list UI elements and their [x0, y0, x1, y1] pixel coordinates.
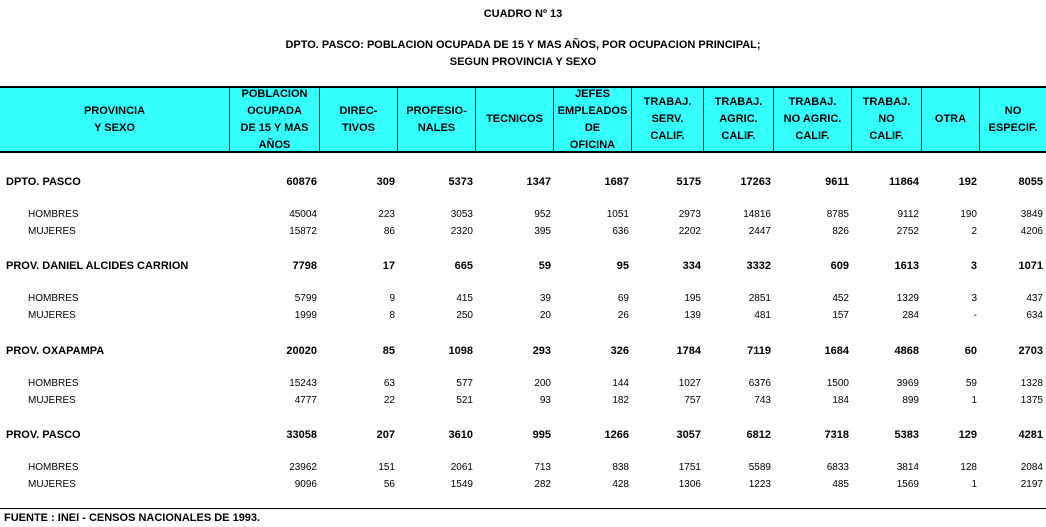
table-cell: 2061 [450, 462, 473, 473]
table-cell: 1999 [294, 310, 317, 321]
row-label: HOMBRES [28, 378, 79, 389]
table-cell: 59 [538, 260, 551, 272]
table-cell: 192 [958, 176, 977, 188]
table-cell: 1347 [526, 176, 551, 188]
table-cell: 15872 [289, 226, 317, 237]
table-row [0, 427, 1046, 443]
table-cell: 395 [534, 226, 551, 237]
table-row [0, 224, 1046, 240]
table-cell: 2197 [1020, 479, 1043, 490]
table-cell: 1071 [1018, 260, 1043, 272]
table-cell: 45004 [289, 209, 317, 220]
column-header-11: NO ESPECIF. [988, 104, 1038, 134]
table-cell: 636 [612, 226, 629, 237]
row-label: MUJERES [28, 395, 76, 406]
table-cell: 9611 [825, 176, 849, 188]
table-cell: 3053 [450, 209, 473, 220]
table-cell: 11864 [889, 176, 919, 188]
table-cell: 2703 [1018, 345, 1043, 357]
table-cell: 521 [456, 395, 473, 406]
table-cell: 5175 [676, 176, 701, 188]
column-header-2: DIREC- TIVOS [320, 88, 398, 151]
row-label: HOMBRES [28, 209, 79, 220]
table-cell: 23962 [289, 462, 317, 473]
table-cell: 86 [383, 226, 395, 237]
table-cell: 2851 [748, 293, 771, 304]
table-cell: 481 [754, 310, 771, 321]
table-cell: 17263 [740, 176, 771, 188]
table-cell: 14816 [743, 209, 771, 220]
table-cell: 15243 [289, 378, 317, 389]
table-cell: 139 [684, 310, 701, 321]
column-header-7: TRABAJ. AGRIC. CALIF. [704, 88, 774, 151]
table-cell: 2 [971, 226, 977, 237]
table-cell: 1549 [450, 479, 473, 490]
table-cell: 293 [532, 345, 551, 357]
table-cell: 39 [539, 293, 551, 304]
table-cell: 20 [539, 310, 551, 321]
table-cell: 223 [378, 209, 395, 220]
row-label: PROV. OXAPAMPA [6, 345, 105, 357]
table-cell: 8055 [1018, 176, 1043, 188]
table-cell: 22 [383, 395, 395, 406]
footer-divider [0, 508, 1046, 509]
table-cell: 128 [960, 462, 977, 473]
table-cell: 184 [832, 395, 849, 406]
table-cell: 1329 [896, 293, 919, 304]
table-cell: 85 [382, 345, 395, 357]
table-cell: 1 [971, 479, 977, 490]
table-cell: 743 [754, 395, 771, 406]
table-cell: 3610 [448, 429, 473, 441]
table-cell: 3 [970, 260, 977, 272]
table-cell: 95 [616, 260, 629, 272]
table-cell: 1751 [678, 462, 701, 473]
table-cell: 952 [534, 209, 551, 220]
table-cell: 2320 [450, 226, 473, 237]
table-cell: 4777 [294, 395, 317, 406]
table-cell: 609 [830, 260, 849, 272]
row-label: PROV. PASCO [6, 429, 81, 441]
row-label: MUJERES [28, 479, 76, 490]
table-cell: 577 [456, 378, 473, 389]
table-cell: 3814 [896, 462, 919, 473]
source-note: FUENTE : INEI - CENSOS NACIONALES DE 1993. [4, 512, 261, 524]
table-cell: 144 [612, 378, 629, 389]
table-cell: 415 [456, 293, 473, 304]
table-row [0, 308, 1046, 324]
table-cell: 200 [534, 378, 551, 389]
table-cell: 665 [454, 260, 473, 272]
table-cell: 63 [383, 378, 395, 389]
table-cell: 334 [682, 260, 701, 272]
table-cell: 485 [832, 479, 849, 490]
table-cell: 757 [684, 395, 701, 406]
table-cell: 59 [965, 378, 977, 389]
table-cell: 899 [902, 395, 919, 406]
table-cell: 1500 [826, 378, 849, 389]
table-cell: 1223 [748, 479, 771, 490]
table-cell: 826 [832, 226, 849, 237]
table-cell: 20020 [286, 345, 317, 357]
column-header-6: TRABAJ. SERV. CALIF. [632, 88, 704, 151]
row-label: HOMBRES [28, 293, 79, 304]
row-label: MUJERES [28, 310, 76, 321]
table-cell: 3057 [676, 429, 701, 441]
table-cell: 195 [684, 293, 701, 304]
column-header-9: TRABAJ. NO CALIF. [852, 88, 922, 151]
row-label: DPTO. PASCO [6, 176, 81, 188]
table-cell: - [973, 310, 977, 321]
table-cell: 2202 [678, 226, 701, 237]
table-cell: 151 [378, 462, 395, 473]
table-cell: 60876 [286, 176, 317, 188]
row-label: PROV. DANIEL ALCIDES CARRION [6, 260, 189, 272]
column-header-1: POBLACION OCUPADA DE 15 Y MAS AÑOS [230, 88, 320, 151]
table-cell: 634 [1026, 310, 1043, 321]
table-cell: 284 [902, 310, 919, 321]
table-cell: 1328 [1020, 378, 1043, 389]
table-cell: 207 [376, 429, 395, 441]
table-cell: 182 [612, 395, 629, 406]
table-cell: 4868 [894, 345, 919, 357]
table-cell: 1784 [676, 345, 701, 357]
table-cell: 838 [612, 462, 629, 473]
table-cell: 129 [958, 429, 977, 441]
table-row [0, 291, 1046, 307]
table-cell: 995 [532, 429, 551, 441]
row-label: MUJERES [28, 226, 76, 237]
table-row [0, 376, 1046, 392]
column-header-8: TRABAJ. NO AGRIC. CALIF. [774, 88, 852, 151]
table-cell: 1051 [606, 209, 629, 220]
table-cell: 157 [832, 310, 849, 321]
table-cell: 8785 [826, 209, 849, 220]
table-cell: 1266 [604, 429, 629, 441]
column-header-3: PROFESIO- NALES [398, 88, 476, 151]
table-cell: 26 [617, 310, 629, 321]
table-cell: 2447 [748, 226, 771, 237]
table-cell: 60 [964, 345, 977, 357]
table-cell: 7119 [747, 345, 771, 357]
row-label: HOMBRES [28, 462, 79, 473]
table-cell: 9096 [294, 479, 317, 490]
table-cell: 1613 [894, 260, 919, 272]
table-row [0, 393, 1046, 409]
table-cell: 3969 [896, 378, 919, 389]
table-cell: 428 [612, 479, 629, 490]
table-row [0, 258, 1046, 274]
table-cell: 69 [617, 293, 629, 304]
column-header-0: PROVINCIA Y SEXO [0, 88, 230, 151]
table-cell: 282 [534, 479, 551, 490]
table-title: CUADRO Nº 13 [483, 8, 563, 20]
table-cell: 1375 [1020, 395, 1043, 406]
table-cell: 3849 [1020, 209, 1043, 220]
table-cell: 1687 [604, 176, 629, 188]
table-cell: 5799 [294, 293, 317, 304]
table-header [0, 86, 1046, 153]
table-cell: 1569 [896, 479, 919, 490]
table-cell: 33058 [286, 429, 317, 441]
table-cell: 5373 [448, 176, 473, 188]
table-row [0, 460, 1046, 476]
table-cell: 7318 [824, 429, 849, 441]
table-cell: 2752 [896, 226, 919, 237]
table-subtitle-line1: DPTO. PASCO: POBLACION OCUPADA DE 15 Y MAS AÑOS, POR OCUPACION PRINCIPAL; [285, 39, 761, 51]
table-cell: 713 [534, 462, 551, 473]
table-cell: 326 [610, 345, 629, 357]
table-cell: 8 [389, 310, 395, 321]
table-cell: 6376 [748, 378, 771, 389]
table-cell: 190 [960, 209, 977, 220]
table-row [0, 207, 1046, 223]
table-cell: 4281 [1018, 429, 1043, 441]
table-cell: 1684 [824, 345, 849, 357]
table-cell: 3 [971, 293, 977, 304]
table-row [0, 477, 1046, 493]
column-header-4: TECNICOS [476, 88, 554, 151]
table-cell: 1098 [448, 345, 473, 357]
table-cell: 5383 [894, 429, 919, 441]
table-cell: 5589 [748, 462, 771, 473]
column-header-5: JEFES EMPLEADOS DE OFICINA [554, 88, 632, 151]
table-cell: 93 [539, 395, 551, 406]
table-cell: 9 [389, 293, 395, 304]
table-cell: 6833 [826, 462, 849, 473]
table-cell: 9112 [897, 209, 919, 220]
table-subtitle-line2: SEGUN PROVINCIA Y SEXO [449, 56, 597, 68]
table-row [0, 174, 1046, 190]
table-cell: 452 [832, 293, 849, 304]
table-cell: 1306 [678, 479, 701, 490]
table-cell: 309 [376, 176, 395, 188]
table-row [0, 343, 1046, 359]
table-cell: 250 [456, 310, 473, 321]
table-cell: 1027 [678, 378, 701, 389]
table-cell: 7798 [292, 260, 317, 272]
table-cell: 17 [382, 260, 395, 272]
table-cell: 2973 [678, 209, 701, 220]
table-cell: 437 [1026, 293, 1043, 304]
table-cell: 56 [383, 479, 395, 490]
table-cell: 3332 [746, 260, 771, 272]
table-cell: 4206 [1020, 226, 1043, 237]
table-cell: 1 [971, 395, 977, 406]
table-cell: 2084 [1020, 462, 1043, 473]
table-cell: 6812 [746, 429, 771, 441]
column-header-10: OTRA [922, 88, 980, 151]
